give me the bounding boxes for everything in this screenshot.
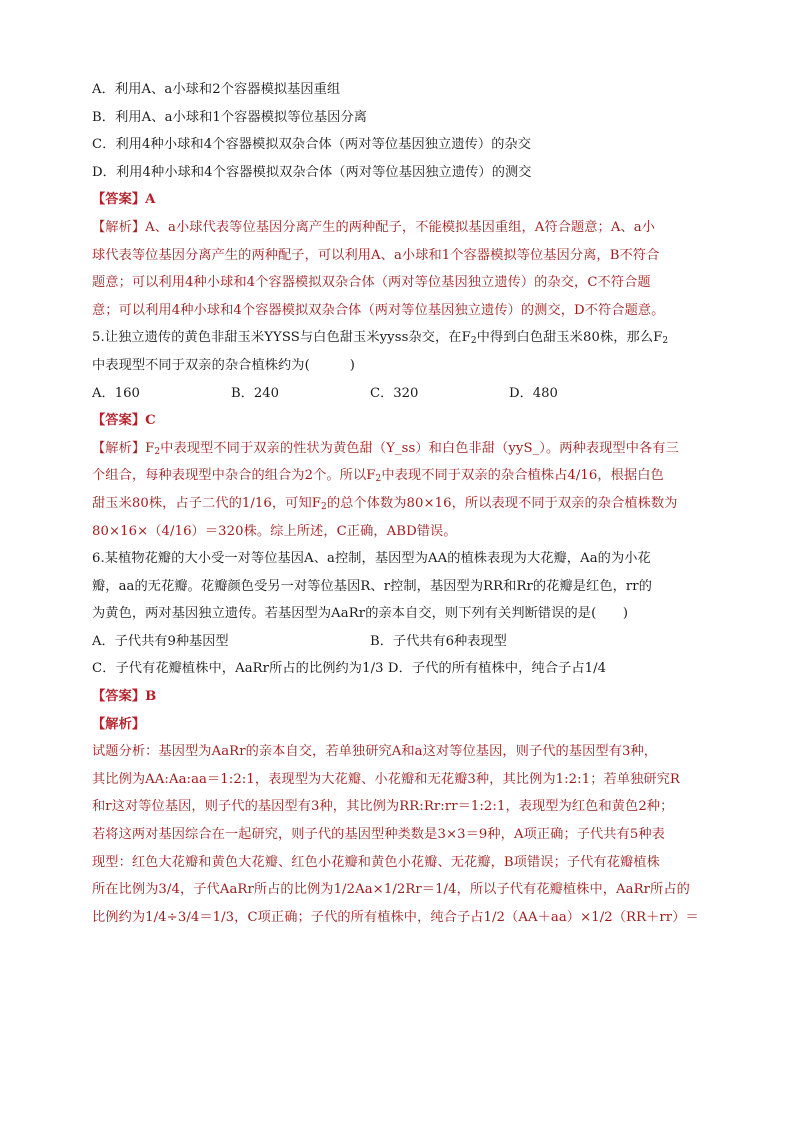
q6-stem-line: 6.某植物花瓣的大小受一对等位基因A、a控制，基因型为AA的植株表现为大花瓣，Aa的为小花: [92, 551, 651, 567]
q6-analysis-line: 试题分析：基因型为AaRr的亲本自交，若单独研究A和a这对等位基因，则子代的基因型有3种，: [92, 744, 658, 760]
q4-analysis-line: 意；可以利用4种小球和4个容器模拟双杂合体（两对等位基因独立遗传）的测交，D不符合题意。: [92, 302, 665, 318]
q4-option-c: C．利用4种小球和4个容器模拟双杂合体（两对等位基因独立遗传）的杂交: [92, 137, 532, 153]
q4-answer: 【答案】A: [92, 192, 156, 208]
q4-analysis-line: 题意；可以利用4种小球和4个容器模拟双杂合体（两对等位基因独立遗传）的杂交，C不符合题: [92, 275, 651, 291]
q4-analysis-line: 球代表等位基因分离产生的两种配子，可以利用A、a小球和1个容器模拟等位基因分离，B不符合: [92, 247, 660, 263]
q4-option-d: D．利用4种小球和4个容器模拟双杂合体（两对等位基因独立遗传）的测交: [92, 164, 532, 180]
q6-analysis-line: 现型：红色大花瓣和黄色大花瓣、红色小花瓣和黄色小花瓣、无花瓣，B项错误；子代有花瓣植株: [92, 854, 660, 870]
q6-options-row: [92, 628, 702, 656]
q5-analysis-text: 甜玉米80株，占子二代的1/16，可知F: [92, 495, 321, 511]
q5-analysis-line: [92, 490, 702, 518]
q5-analysis-line: [92, 435, 702, 463]
q6-analysis-title: 【解析】: [92, 716, 146, 732]
q5-analysis-text: 【解析】F: [92, 440, 155, 456]
q5-analysis-text: 的总个体数为80×16，所以表现不同于双亲的杂合植株数为: [326, 495, 678, 511]
q6-stem-line: 瓣，aa的无花瓣。花瓣颜色受另一对等位基因R、r控制，基因型为RR和Rr的花瓣是红色，rr的: [92, 578, 653, 594]
q5-stem-sub: 2: [470, 336, 477, 347]
q4-option-b: B．利用A、a小球和1个容器模拟等位基因分离: [92, 109, 368, 125]
q6-analysis-line: 若将这两对基因综合在一起研究，则子代的基因型种类数是3×3＝9种，A项正确；子代共有5种表: [92, 827, 665, 843]
q5-analysis-line: [92, 462, 702, 490]
q4-analysis-line: 【解析】A、a小球代表等位基因分离产生的两种配子，不能模拟基因重组，A符合题意；A、a小: [92, 219, 656, 235]
q6-stem-line: 为黄色，两对基因独立遗传。若基因型为AaRr的亲本自交，则下列有关判断错误的是( ): [92, 606, 629, 622]
q5-option-d: D．480: [509, 385, 558, 401]
q5-option-c: C．320: [370, 385, 419, 401]
q5-option-a: A．160: [92, 385, 140, 401]
q5-stem-text: 5.让独立遗传的黄色非甜玉米YYSS与白色甜玉米yyss杂交，在F: [92, 330, 471, 346]
q5-stem-text: 中得到白色甜玉米80株，那么F: [476, 330, 663, 346]
q5-analysis-text: 中表现不同于双亲的杂合植株占4/16，根据白色: [381, 468, 664, 484]
q6-analysis-line: 和r这对等位基因，则子代的基因型有3种，其比例为RR:Rr:rr＝1:2:1，表现型为红色和黄色2种；: [92, 799, 674, 815]
q6-option-a: A．子代共有9种基因型: [92, 633, 229, 649]
q4-option-a: A．利用A、a小球和2个容器模拟基因重组: [92, 82, 341, 97]
q6-analysis-line: 其比例为AA:Aa:aa＝1:2:1，表现型为大花瓣、小花瓣和无花瓣3种，其比例为1:2:1；若单独研究R: [92, 771, 680, 787]
q5-stem-line: [92, 324, 702, 352]
q5-stem-sub: 2: [662, 336, 669, 347]
q5-analysis-sub: 2: [154, 446, 161, 457]
q5-analysis-sub: 2: [320, 501, 327, 512]
q5-answer: 【答案】C: [92, 413, 156, 429]
q5-analysis-text: 个组合，每种表现型中杂合的组合为2个。所以F: [92, 468, 376, 484]
q5-analysis-sub: 2: [375, 474, 382, 485]
q6-options-row: C．子代有花瓣植株中，AaRr所占的比例约为1/3 D．子代的所有植株中，纯合子占1/4: [92, 661, 607, 677]
q5-analysis-text: 中表现型不同于双亲的性状为黄色甜（Y_ss）和白色非甜（yyS_）。两种表现型中各有三: [160, 440, 679, 456]
q6-answer: 【答案】B: [92, 689, 157, 705]
q6-analysis-line: 比例约为1/4÷3/4＝1/3，C项正确；子代的所有植株中，纯合子占1/2（AA＋aa）×1/2（RR＋rr）＝: [92, 909, 699, 925]
q6-analysis-line: 所在比例为3/4，子代AaRr所占的比例为1/2Aa×1/2Rr＝1/4，所以子代有花瓣植株中，AaRr所占的: [92, 882, 690, 898]
q5-option-b: B．240: [231, 385, 280, 401]
q5-analysis-line: 80×16×（4/16）＝320株。综上所述，C正确，ABD错误。: [92, 523, 457, 539]
q5-stem-line: 中表现型不同于双亲的杂合植株约为( ): [92, 357, 355, 373]
document-page: [92, 76, 702, 931]
q5-options: [92, 380, 702, 408]
q6-option-b: B．子代共有6种表现型: [370, 633, 507, 649]
